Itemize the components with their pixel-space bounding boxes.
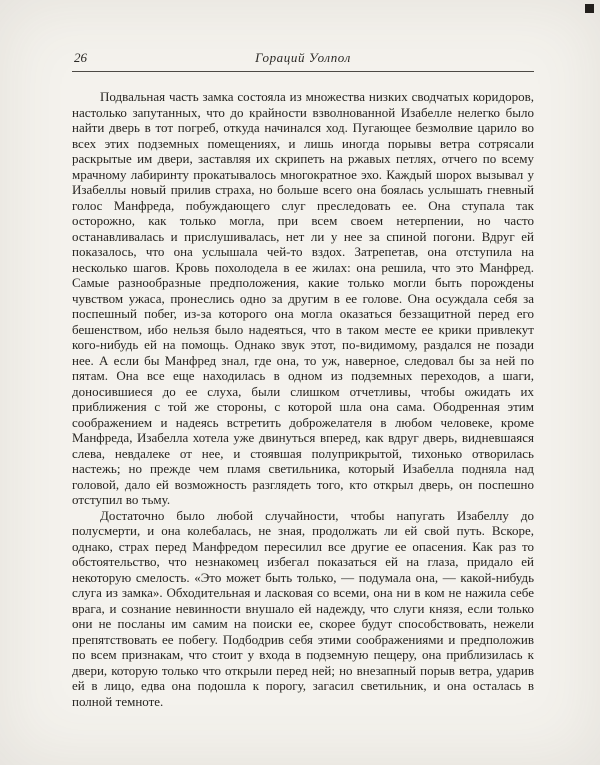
scan-corner-artifact [585,4,594,13]
running-head-title: Гораций Уолпол [255,50,351,65]
running-head [72,50,534,67]
page-body [72,89,534,709]
paragraph: Подвальная часть замка состояла из множества низких сводчатых коридоров, настолько запутанных, что до крайности взволнованной Изабелле нелегко было найти дверь в тот погреб, откуда начинался ход. Пугающее безмолвие царило во всех этих подземных помещениях, и лишь иногда порывы ветра сотрясали раскрытые им двери, заставляя их скрипеть на ржавых петлях, отчего по всему мрачному лабиринту прокатывалось многократное эхо. Каждый шорох вызывал у Изабеллы новый прилив страха, но больше всего она боялась услышать гневный голос Манфреда, побуждающего слуг преследовать ее. Она ступала так осторожно, как только могла, при всем своем нетерпении, но часто останавливалась и прислушивалась, нет ли у нее за спиной погони. Вдруг ей показалось, что она услышала чей-то вздох. Затрепетав, она отступила на несколько шагов. Кровь похолодела в ее жилах: она решила, что это Манфред. Самые разнообразные предположения, какие только могли быть порождены чувством ужаса, пронеслись одно за другим в ее голове. Она осуждала себя за поспешный побег, из-за которого она могла оказаться беззащитной перед его бешенством, ибо нельзя было надеяться, что в таком месте ее крики привлекут кого-нибудь ей на помощь. Однако звук этот, по-видимому, раздался не позади нее. А если бы Манфред знал, где она, то уж, наверное, следовал бы за ней по пятам. Она все еще находилась в одном из подземных переходов, а шаги, доносившиеся до ее слуха, были слишком отчетливы, чтобы ожидать их приближения с той же стороны, с которой шла она сама. Ободренная этим соображением и надеясь встретить доброжелателя в любом человеке, кроме Манфреда, Изабелла хотела уже двинуться вперед, как вдруг дверь, видневшаяся слева, невдалеке от нее, и стоявшая полуприкрытой, тихонько отворилась настежь; но прежде чем пламя светильника, который Изабелла подняла над головой, дало ей возможность разглядеть того, кто открыл дверь, он поспешно отступил во тьму. [72,89,534,507]
paragraph: Достаточно было любой случайности, чтобы напугать Изабеллу до полусмерти, и она колебалась, не зная, продолжать ли ей свой путь. Вскоре, однако, страх перед Манфредом пересилил все другие ее опасения. Как раз то обстоятельство, что незнакомец избегал показаться ей на глаза, придало ей некоторую смелость. «Это может быть только, — подумала она, — какой-нибудь слуга из замка». Обходительная и ласковая со всеми, она ни в ком не нажила себе врага, и сознание невинности внушало ей надежду, что слуги князя, если только они не посланы им самим на поиски ее, скорее будут способствовать, нежели препятствовать ее побегу. Подбодрив себя этими соображениями и предположив по всем признакам, что стоит у входа в подземную пещеру, она приблизилась к двери, которую только что открыли перед ней; но внезапный порыв ветра, ударив ей в лицо, едва она подошла к порогу, загасил светильник, и она осталась в полной темноте. [72,507,534,709]
page-content-area [72,50,534,709]
page-number: 26 [74,50,87,65]
header-rule [72,71,534,72]
